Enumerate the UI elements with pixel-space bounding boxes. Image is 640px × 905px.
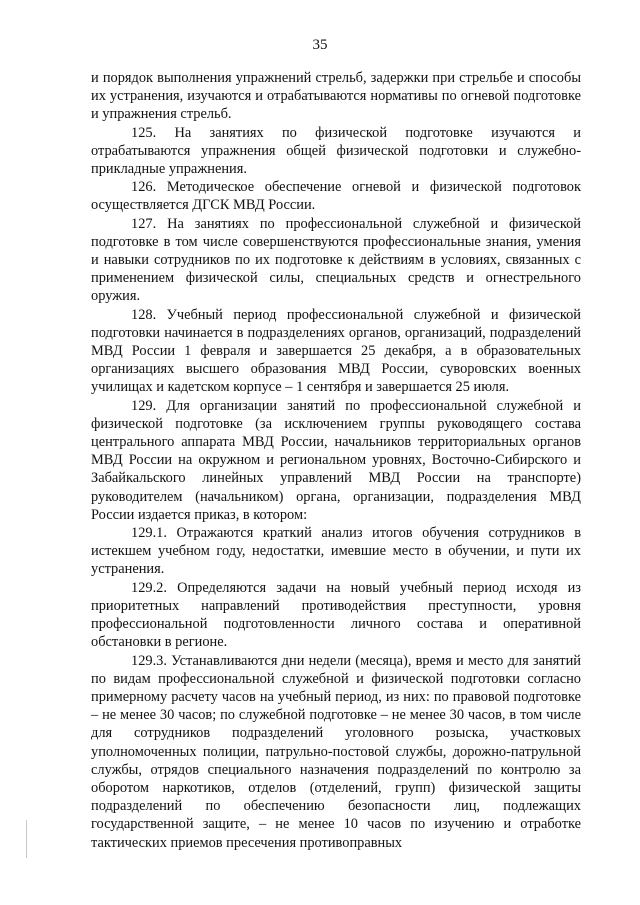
paragraph: 128. Учебный период профессиональной служебной и физической подготовки начинается в подразделениях органов, организаций, подразделений МВД России 1 февраля и завершается 25 декабря, а в образовательных организациях высшего образования МВД России, суворовских военных училищах и кадетском корпусе – 1 сентября и завершается 25 июля. — [91, 306, 581, 396]
paragraph: 126. Методическое обеспечение огневой и физической подготовок осуществляется ДГСК МВД России. — [91, 179, 581, 214]
paragraph: 129.1. Отражаются краткий анализ итогов обучения сотрудников в истекшем учебном году, недостатки, имевшие место в обучении, и пути их устранения. — [91, 525, 581, 578]
paragraph: 129. Для организации занятий по профессиональной служебной и физической подготовке (за исключением группы руководящего состава центрального аппарата МВД России, начальников территориальных органов МВД России на окружном и региональном уровнях, Восточно-Сибирского и Забайкальского линейных управлений МВД России на транспорте) руководителем (начальником) органа, организации, подразделения МВД России издается приказ, в котором: — [91, 397, 581, 523]
paragraph: 127. На занятиях по профессиональной служебной и физической подготовке в том числе совершенствуются профессиональные знания, умения и навыки сотрудников по их подготовке к действиям в условиях, связанных с применением физической силы, специальных средств и огнестрельного оружия. — [91, 215, 581, 305]
paragraph: и порядок выполнения упражнений стрельб, задержки при стрельбе и способы их устранения, изучаются и отрабатываются нормативы по огневой подготовке и упражнения стрельб. — [91, 70, 581, 123]
document-body — [91, 69, 581, 852]
paragraph: 129.2. Определяются задачи на новый учебный период исходя из приоритетных направлений противодействия преступности, уровня профессиональной подготовленности личного состава и оперативной обстановки в регионе. — [91, 579, 581, 651]
scan-artifact-line — [26, 820, 27, 858]
paragraph: 129.3. Устанавливаются дни недели (месяца), время и место для занятий по видам профессиональной служебной и физической подготовки согласно примерному расчету часов на учебный период, из них: по правовой подготовке – не менее 30 часов; по служебной подготовке – не менее 30 часов, в том числе для сотрудников подразделений уголовного розыска, участковых уполномоченных полиции, патрульно-постовой службы, дорожно-патрульной службы, отрядов специального назначения подразделений по контролю за оборотом наркотиков, отделов (отделений, групп) физической защиты подразделений по обеспечению безопасности лиц, подлежащих государственной защите, – не менее 10 часов по изучению и отработке тактических приемов пресечения противоправных — [91, 652, 581, 851]
paragraph: 125. На занятиях по физической подготовке изучаются и отрабатываются упражнения общей физической подготовки и служебно-прикладные упражнения. — [91, 124, 581, 178]
page-number: 35 — [312, 37, 328, 53]
